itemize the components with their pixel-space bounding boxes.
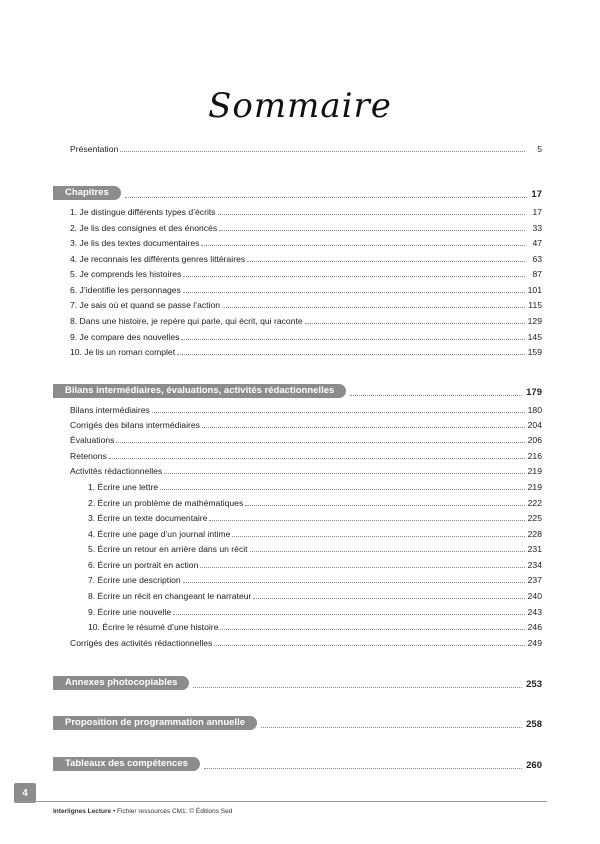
toc-entry-label: 1. Je distingue différents types d’écrits [70, 207, 216, 217]
toc-entry-label: 9. Écrire une nouvelle [88, 607, 172, 617]
leader-dots [261, 727, 522, 728]
section-heading: Proposition de programmation annuelle [53, 716, 257, 730]
toc-entry-label: 10. Écrire le résumé d’une histoire [88, 622, 219, 632]
leader-dots [204, 768, 522, 769]
toc-entry-label: 6. J’identifie les personnages [70, 285, 181, 295]
toc-entry-label: 4. Écrire une page d’un journal intime [88, 529, 231, 539]
section-programmation[interactable] [53, 716, 542, 730]
leader-dots [173, 614, 525, 615]
toc-entry-label: 3. Je lis des textes documentaires [70, 238, 200, 248]
footer-divider [16, 801, 547, 802]
toc-entry[interactable] [70, 266, 542, 280]
toc-subentry[interactable] [88, 572, 542, 586]
toc-entry-page: 219 [527, 482, 542, 492]
page-number-tab [14, 783, 36, 803]
toc-entry-label: 7. Écrire une description [88, 575, 181, 585]
toc-entry-page: 222 [527, 498, 542, 508]
leader-dots [202, 427, 525, 428]
leader-dots [109, 458, 525, 459]
toc-entry-label: Corrigés des activités rédactionnelles [70, 638, 213, 648]
toc-entry-page: 101 [527, 285, 542, 295]
leader-dots [250, 551, 525, 552]
page-number: 4 [22, 787, 28, 799]
toc-entry-label: 7. Je sais où et quand se passe l’action [70, 300, 221, 310]
leader-dots [183, 276, 525, 277]
toc-subentry[interactable] [88, 619, 542, 633]
toc-entry-page: 204 [527, 420, 542, 430]
section-page: 179 [526, 387, 542, 398]
toc-entry-page: 228 [527, 529, 542, 539]
leader-dots [209, 520, 524, 521]
leader-dots [183, 582, 525, 583]
toc-entry-page: 231 [527, 544, 542, 554]
toc-entry-label: 9. Je compare des nouvelles [70, 332, 180, 342]
section-heading: Chapitres [53, 186, 121, 200]
section-heading: Tableaux des compétences [53, 757, 200, 771]
toc-entry-label: Corrigés des bilans intermédiaires [70, 420, 200, 430]
toc-subentry[interactable] [88, 510, 542, 524]
toc-subentry[interactable] [88, 557, 542, 571]
toc-entry[interactable] [70, 251, 542, 265]
leader-dots [152, 412, 525, 413]
toc-entry-page: 115 [528, 300, 542, 310]
toc-subentry[interactable] [88, 588, 542, 602]
toc-entry[interactable] [70, 204, 542, 218]
toc-entry-label: 6. Écrire un portrait en action [88, 560, 199, 570]
leader-dots [214, 645, 524, 646]
toc-entry-page: 5 [537, 144, 542, 154]
toc-subentry[interactable] [88, 479, 542, 493]
toc-entry-label: 1. Écrire une lettre [88, 482, 159, 492]
toc-entry[interactable] [70, 635, 542, 649]
toc-entry-label: Retenons [70, 451, 107, 461]
footer-text: • Fichier ressources CM1. © Éditions Sed [111, 808, 233, 815]
toc-entry-page: 216 [527, 451, 542, 461]
leader-dots [164, 473, 524, 474]
leader-dots [181, 339, 524, 340]
leader-dots [177, 354, 525, 355]
toc-entry-label: 3. Écrire un texte documentaire [88, 513, 208, 523]
toc-entry-page: 129 [527, 316, 542, 326]
section-tableaux[interactable] [53, 757, 542, 771]
toc-entry-label: 2. Écrire un problème de mathématiques [88, 498, 244, 508]
section-page: 17 [531, 189, 542, 200]
toc-entry-page: 63 [532, 254, 542, 264]
toc-entry[interactable] [70, 297, 542, 311]
toc-entry-label: 8. Dans une histoire, je repère qui parle, qui écrit, qui raconte [70, 316, 303, 326]
toc-subentry[interactable] [88, 526, 542, 540]
toc-entry-page: 17 [532, 207, 542, 217]
toc-entry[interactable] [70, 235, 542, 249]
toc-entry[interactable] [70, 417, 542, 431]
section-page: 253 [526, 679, 542, 690]
toc-entry-page: 47 [532, 238, 542, 248]
leader-dots [350, 395, 522, 396]
leader-dots [201, 245, 525, 246]
toc-entry-label: Présentation [70, 144, 119, 154]
leader-dots [219, 230, 525, 231]
leader-dots [160, 489, 524, 490]
toc-entry[interactable] [70, 282, 542, 296]
toc-entry-page: 87 [532, 269, 542, 279]
section-page: 260 [526, 760, 542, 771]
leader-dots [305, 323, 525, 324]
toc-entry-page: 225 [527, 513, 542, 523]
toc-entry[interactable] [70, 220, 542, 234]
toc-entry-label: 5. Écrire un retour en arrière dans un récit [88, 544, 248, 554]
toc-entry-page: 159 [527, 347, 542, 357]
toc-entry-page: 180 [527, 405, 542, 415]
leader-dots [200, 567, 524, 568]
leader-dots [222, 307, 525, 308]
toc-entry[interactable] [70, 448, 542, 462]
leader-dots [125, 197, 528, 198]
toc-subentry[interactable] [88, 541, 542, 555]
toc-entry-label: 10. Je lis un roman complet [70, 347, 176, 357]
leader-dots [220, 629, 524, 630]
section-heading: Bilans intermédiaires, évaluations, activités rédactionnelles [53, 384, 346, 398]
toc-entry[interactable] [70, 329, 542, 343]
footer-brand: Interlignes Lecture [53, 808, 112, 815]
page-title: Sommaire [208, 86, 392, 126]
leader-dots [183, 292, 525, 293]
toc-entry-page: 246 [527, 622, 542, 632]
toc-entry-page: 145 [527, 332, 542, 342]
leader-dots [232, 536, 524, 537]
section-chapitres[interactable] [53, 186, 542, 200]
toc-entry[interactable] [70, 344, 542, 358]
toc-entry-presentation[interactable] [70, 141, 542, 155]
section-bilans[interactable] [53, 384, 542, 398]
toc-entry-page: 249 [527, 638, 542, 648]
toc-entry[interactable] [70, 432, 542, 446]
section-page: 258 [526, 719, 542, 730]
toc-entry-label: 8. Écrire un récit en changeant le narrateur [88, 591, 252, 601]
toc-entry[interactable] [70, 313, 542, 327]
leader-dots [193, 687, 522, 688]
toc-entry-label: Activités rédactionnelles [70, 466, 163, 476]
leader-dots [247, 261, 525, 262]
toc-entry-page: 237 [527, 575, 542, 585]
section-heading: Annexes photocopiables [53, 676, 189, 690]
toc-subentry[interactable] [88, 604, 542, 618]
toc-entry-page: 33 [532, 223, 542, 233]
leader-dots [253, 598, 524, 599]
footer-credit [53, 808, 232, 815]
toc-entry-label: Bilans intermédiaires [70, 405, 150, 415]
toc-entry-page: 206 [527, 435, 542, 445]
toc-subentry[interactable] [88, 495, 542, 509]
section-annexes[interactable] [53, 676, 542, 690]
toc-entry-label: 2. Je lis des consignes et des énoncés [70, 223, 218, 233]
toc-entry-label: Évaluations [70, 435, 115, 445]
leader-dots [218, 214, 525, 215]
toc-entry-label: 4. Je reconnais les différents genres littéraires [70, 254, 246, 264]
toc-entry-label: 5. Je comprends les histoires [70, 269, 182, 279]
leader-dots [245, 505, 524, 506]
toc-entry-page: 240 [527, 591, 542, 601]
leader-dots [120, 151, 525, 152]
toc-entry-page: 234 [527, 560, 542, 570]
toc-entry[interactable] [70, 463, 542, 477]
toc-entry-page: 243 [527, 607, 542, 617]
toc-entry[interactable] [70, 402, 542, 416]
toc-entry-page: 219 [527, 466, 542, 476]
leader-dots [116, 442, 524, 443]
